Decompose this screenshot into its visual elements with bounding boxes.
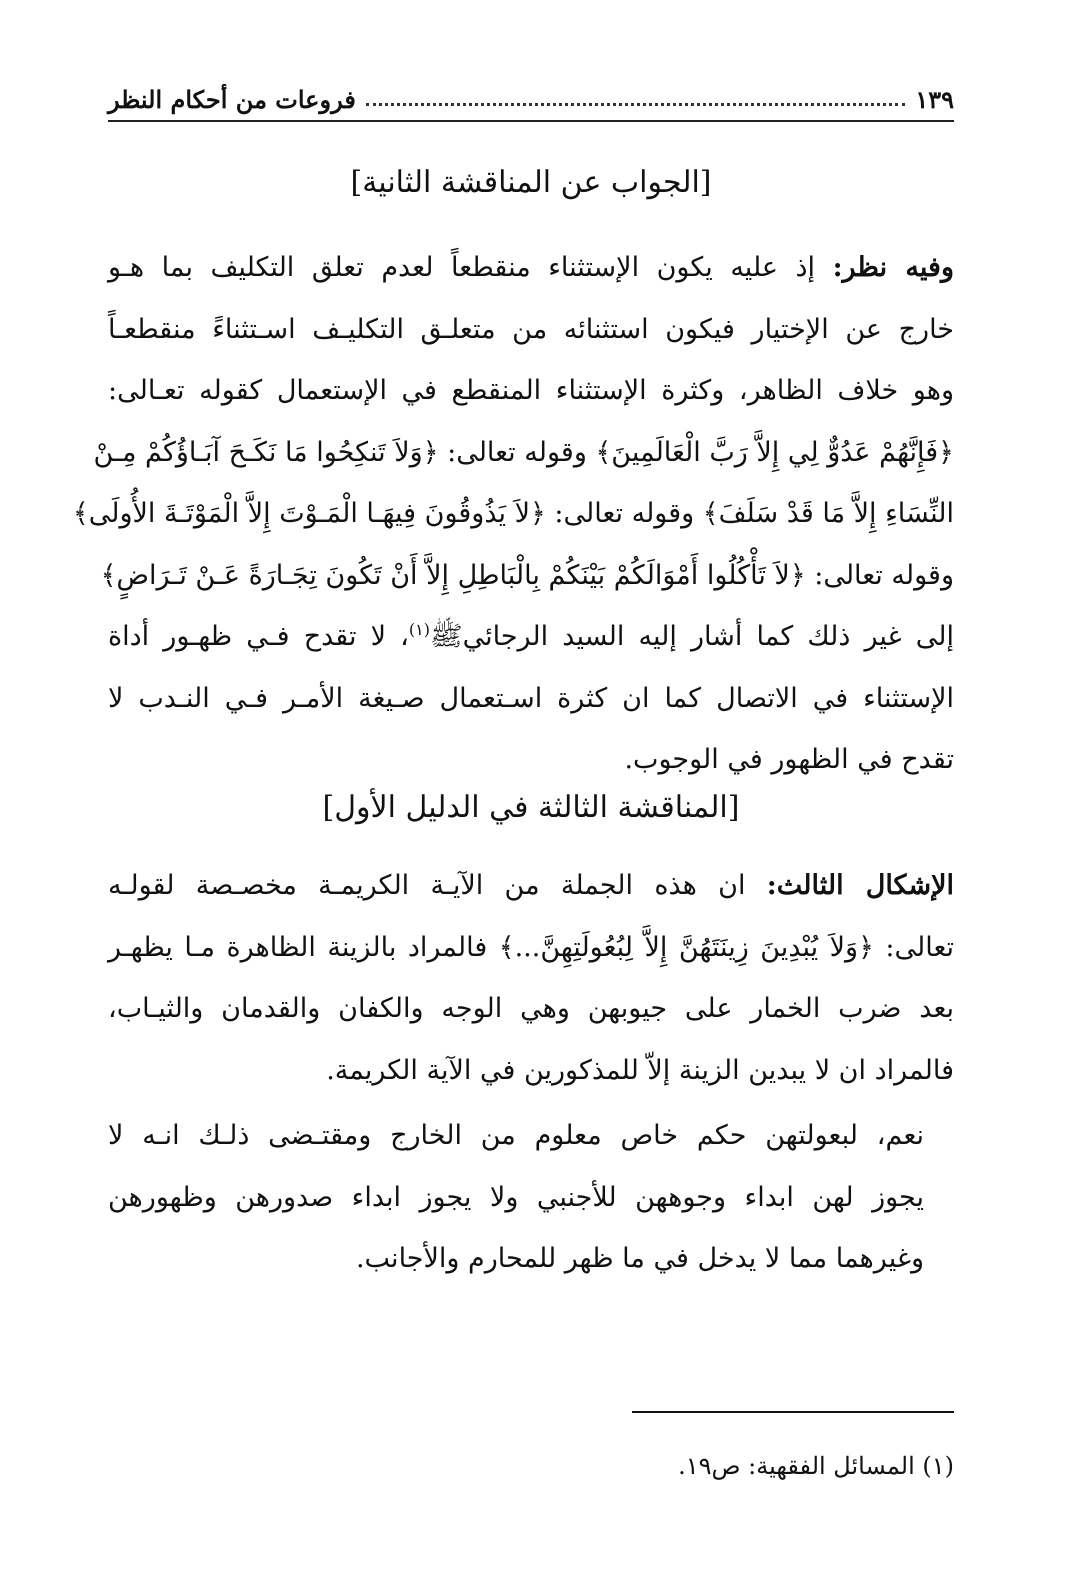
text-line: وفيه نظر: إذ عليه يكون الإستثناء منقطعاً لعدم تعلق التكليف بما هـو [108,252,954,283]
paragraph-third-objection [108,855,954,1101]
text-line: يجوز لهن ابداء وجوههن للأجنبي ولا يجوز ابداء صدورهن وظهورهن [108,1181,924,1213]
section-heading-third-discussion: [المناقشة الثالثة في الدليل الأول] [322,790,740,825]
footnote-reference[interactable]: (١) [408,620,430,639]
text-line: وهو خلاف الظاهر، وكثرة الإستثناء المنقطع في الإستعمال كقوله تعـالى: [108,375,954,406]
paragraph-objection-answer [72,237,955,791]
footnote-text: (١) المسائل الفقهية: ص١٩. [678,1452,954,1480]
section-heading-answer: [الجواب عن المناقشة الثانية] [350,165,712,200]
lead-term: وفيه نظر: [832,252,954,283]
text-line: إلى غير ذلك كما أشار إليه السيد الرجائيﷺ$^{(١)}$، لا تقدح فـي ظهـور أداة [108,620,955,652]
running-header [108,78,954,122]
quran-verse-line: ﴿فَإِنَّهُمْ عَدُوٌّ لِي إِلاَّ رَبَّ الْعَالَمِينَ﴾ وقوله تعالى: ﴿وَلاَ تَنكِحُوا مَا نَكَـحَ آبَـاؤُكُمْ مِـنْ [93,436,954,468]
quran-verse-line: وقوله تعالى: ﴿لاَ تَأْكُلُوا أَمْوَالَكُمْ بَيْنَكُمْ بِالْبَاطِلِ إِلاَّ أَنْ تَكُونَ تِجَـارَةً عَـنْ تَـرَاضٍ﴾ [100,559,954,591]
text-line: بعد ضرب الخمار على جيوبهن وهي الوجه والكفان والقدمان والثيـاب، [108,993,954,1024]
text-line: الإستثناء في الاتصال كما ان كثرة اسـتعمال صـيغة الأمـر فـي النـدب لا [108,682,954,714]
header-dot-leader [366,103,906,106]
text-line: تقدح في الظهور في الوجوب. [624,744,954,775]
page-number: ١٣٩ [915,85,954,114]
quran-verse-line: تعالى: ﴿وَلاَ يُبْدِينَ زِينَتَهُنَّ إِلاَّ لِبُعُولَتِهِنَّ...﴾ فالمراد بالزينة الظاهرة مـا يظهـر [108,931,954,963]
running-title: فروعات من أحكام النظر [108,85,356,114]
text-line: الإشكال الثالث: ان هذه الجملة من الآيـة الكريمـة مخصـصة لقولـه [108,870,954,901]
quran-verse-line: النِّسَاءِ إِلاَّ مَا قَدْ سَلَفَ﴾ وقوله تعالى: ﴿لاَ يَذُوقُونَ فِيهَـا الْمَـوْتَ إِلاَّ الْمَوْتَـةَ الأُولَى﴾ [72,498,954,529]
text-line: فالمراد ان لا يبدين الزينة إلاّ للمذكورين في الآية الكريمة. [326,1054,954,1086]
footnote-separator [632,1411,954,1413]
text-line: خارج عن الإختيار فيكون استثنائه من متعلـق التكليـف اسـتثناءً منقطعـاً [108,313,954,345]
paragraph-husbands-ruling [108,1105,954,1290]
text-line: وغيرهما مما لا يدخل في ما ظهر للمحارم والأجانب. [355,1243,924,1274]
lead-term: الإشكال الثالث: [766,870,954,901]
text-line: نعم، لبعولتهن حكم خاص معلوم من الخارج ومقتـضى ذلـك انـه لا [108,1120,924,1151]
honorific-symbol: ﷺ [429,621,463,652]
